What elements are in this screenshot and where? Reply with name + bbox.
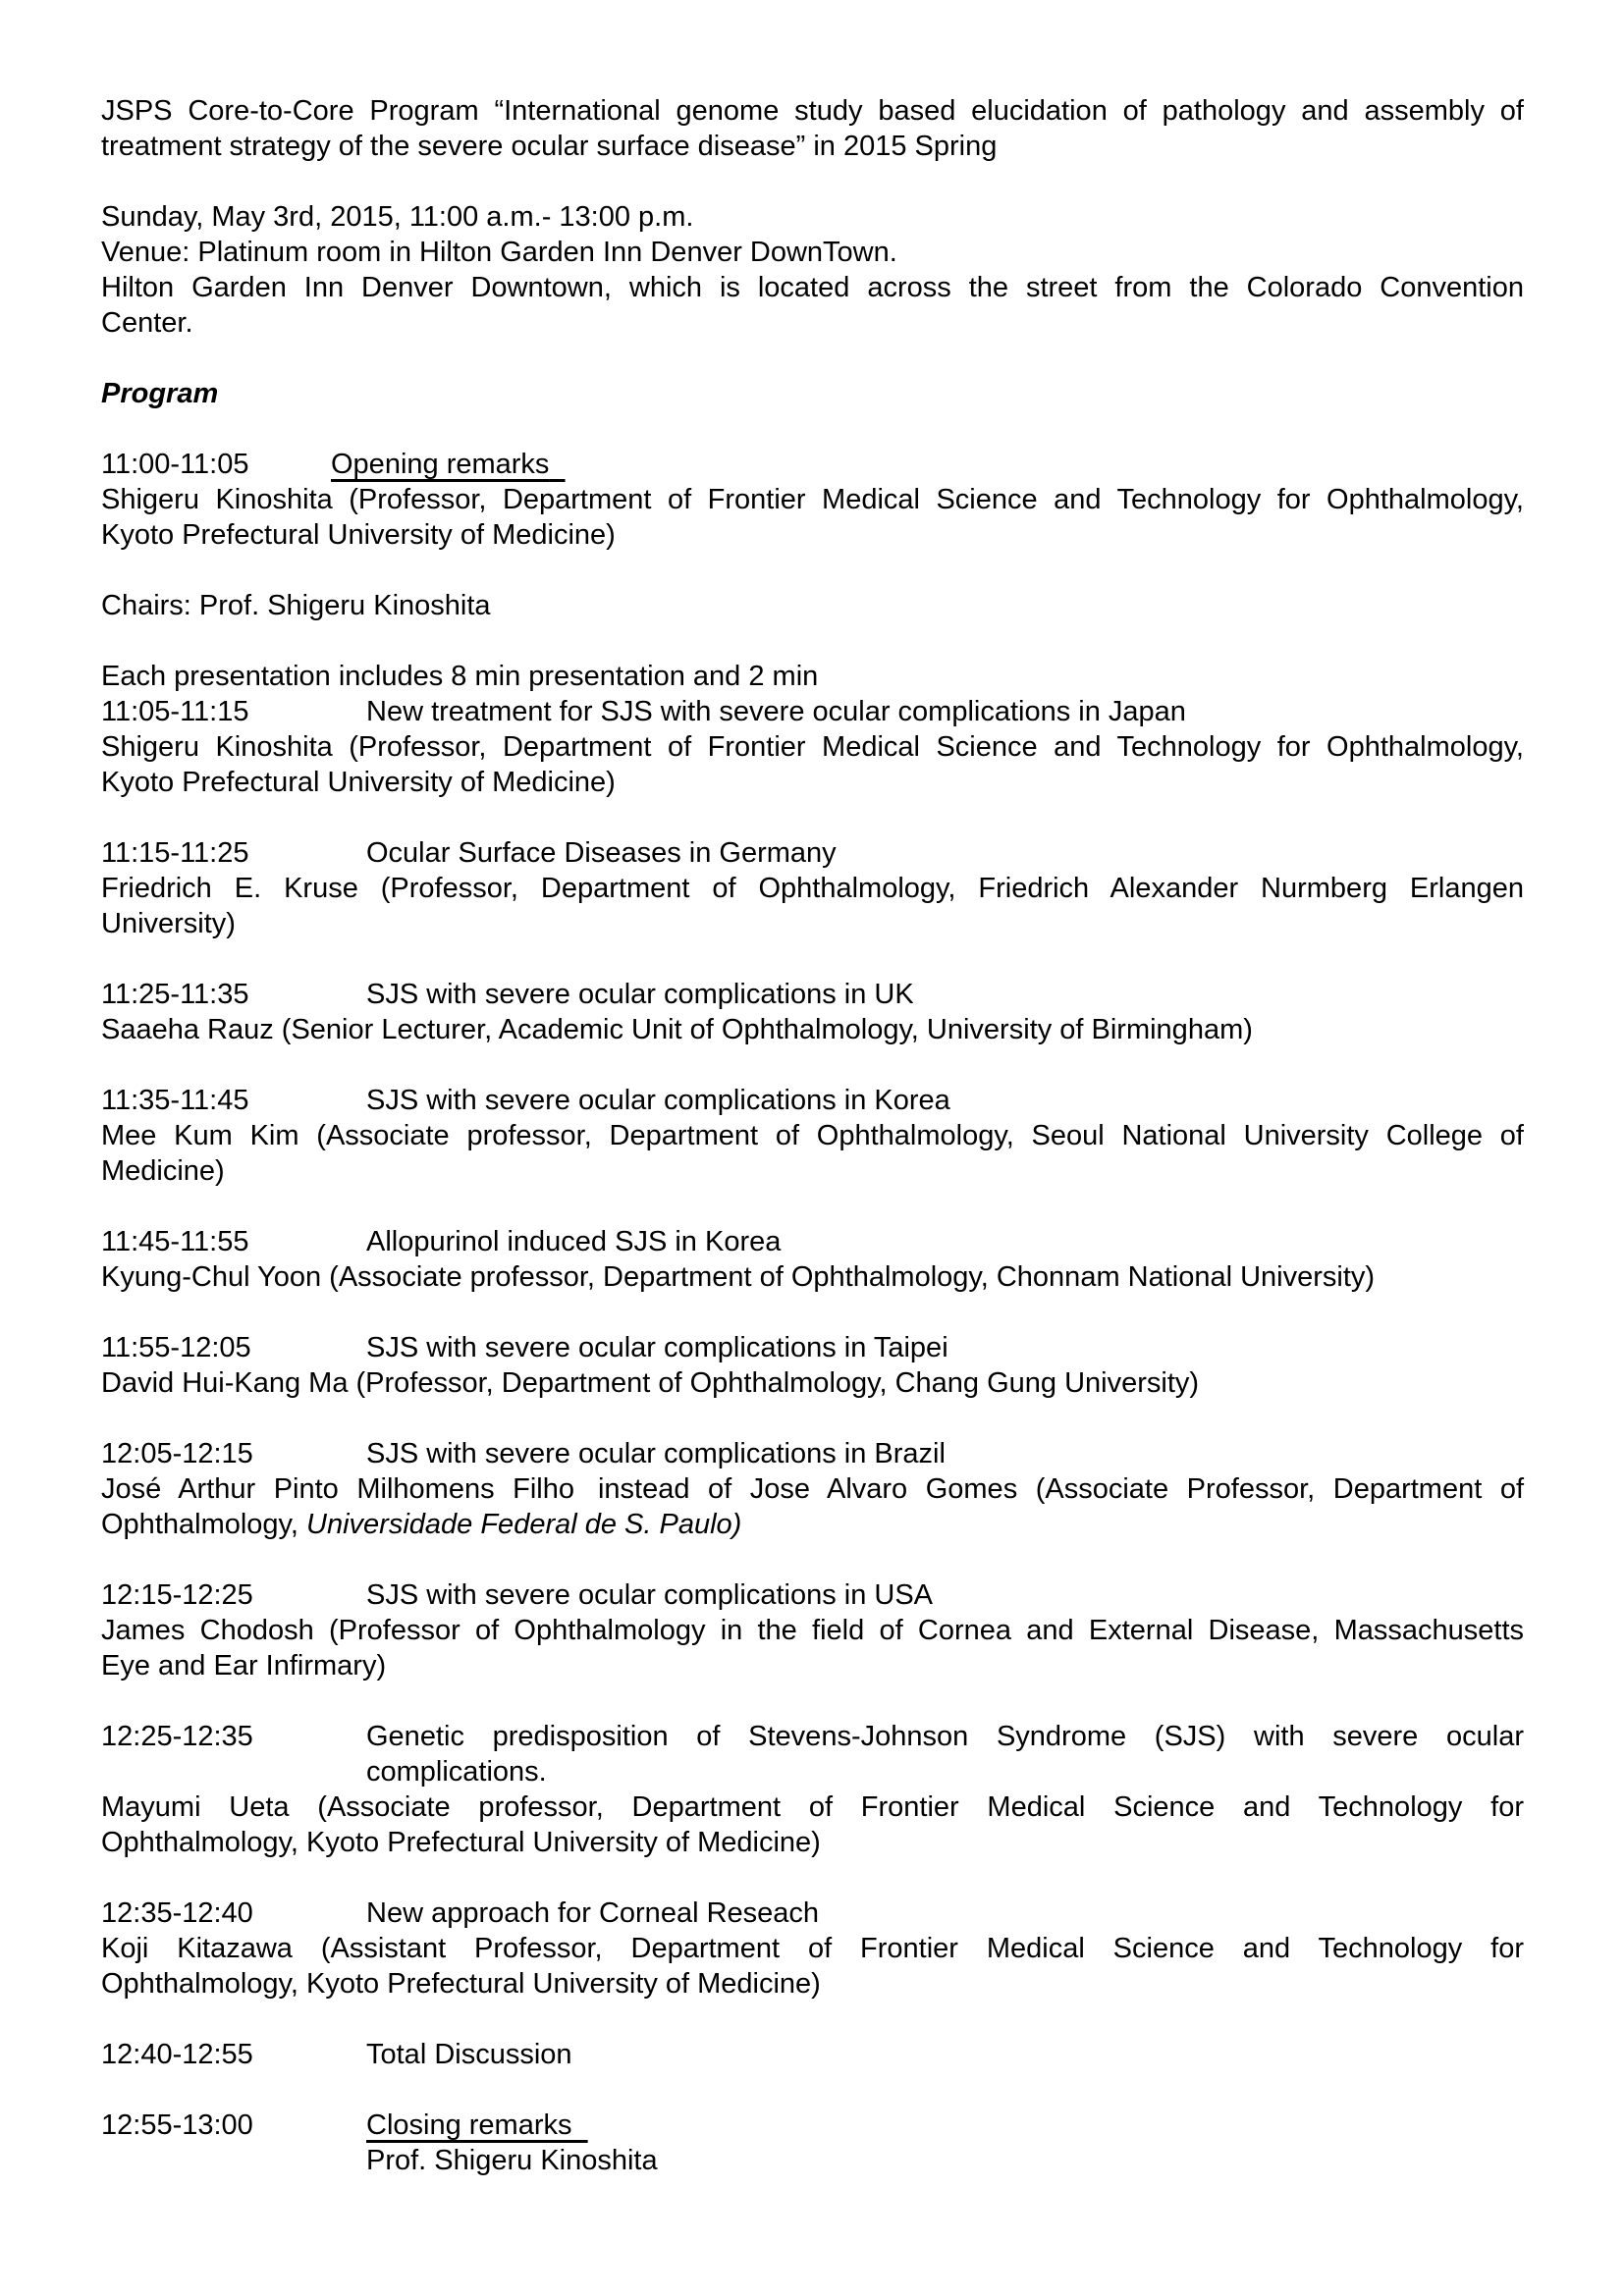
session-title: Genetic predisposition of Stevens-Johnson Syndrome (SJS) with severe ocular complications. bbox=[366, 1721, 1524, 1788]
program-heading: Program bbox=[101, 378, 219, 409]
time-label: 11:45-11:55 bbox=[101, 1226, 249, 1257]
time-label: 11:35-11:45 bbox=[101, 1085, 249, 1116]
event-datetime: Sunday, May 3rd, 2015, 11:00 a.m.- 13:00 p.m. bbox=[101, 201, 694, 233]
time-label: 12:40-12:55 bbox=[101, 2039, 253, 2070]
venue-note-line: Hilton Garden Inn Denver Downtown, which is located across the street from the Colorado Convention bbox=[101, 272, 1524, 303]
time-label: 11:25-11:35 bbox=[101, 979, 249, 1010]
speaker-line: University) bbox=[101, 908, 236, 939]
speaker-line: Kyoto Prefectural University of Medicine) bbox=[101, 519, 616, 551]
session-title: Ocular Surface Diseases in Germany bbox=[366, 837, 837, 869]
time-label: 11:15-11:25 bbox=[101, 837, 249, 869]
document-title bbox=[101, 93, 1524, 164]
time-label: 11:55-12:05 bbox=[101, 1332, 251, 1363]
schedule-row bbox=[101, 694, 1524, 729]
speaker-line: José Arthur Pinto Milhomens Filho instead of Jose Alvaro Gomes (Associate Professor, Department of bbox=[101, 1473, 1525, 1505]
speaker-line: James Chodosh (Professor of Ophthalmology in the field of Cornea and External Disease, Massachusetts bbox=[101, 1615, 1524, 1646]
session-title: SJS with severe ocular complications in USA bbox=[366, 1579, 934, 1611]
venue-line: Venue: Platinum room in Hilton Garden Inn Denver DownTown. bbox=[101, 237, 897, 268]
time-label: 11:00-11:05 bbox=[101, 449, 249, 480]
schedule-row bbox=[101, 1083, 1524, 1118]
speaker-line: Friedrich E. Kruse (Professor, Department of Ophthalmology, Friedrich Alexander Nurmberg Erlangen bbox=[101, 873, 1524, 904]
speaker-line: Eye and Ear Infirmary) bbox=[101, 1650, 387, 1682]
time-label: 12:15-12:25 bbox=[101, 1579, 253, 1611]
speaker-line: Kyung-Chul Yoon (Associate professor, Department of Ophthalmology, Chonnam National University) bbox=[101, 1261, 1376, 1293]
schedule-row bbox=[101, 977, 1524, 1012]
session-title: New approach for Corneal Reseach bbox=[366, 1897, 820, 1929]
venue-note-line: Center. bbox=[101, 307, 193, 339]
time-label: 12:05-12:15 bbox=[101, 1438, 253, 1469]
time-label: 12:25-12:35 bbox=[101, 1721, 253, 1752]
speaker-line: Mayumi Ueta (Associate professor, Department of Frontier Medical Science and Technology for bbox=[101, 1791, 1524, 1823]
document-title-line: JSPS Core-to-Core Program “International genome study based elucidation of pathology and assembly of bbox=[101, 95, 1524, 127]
time-label: 12:35-12:40 bbox=[101, 1897, 253, 1929]
speaker-line: Shigeru Kinoshita (Professor, Department of Frontier Medical Science and Technology for Ophthalmology, bbox=[101, 731, 1524, 763]
speaker-line: David Hui-Kang Ma (Professor, Department of Ophthalmology, Chang Gung University) bbox=[101, 1367, 1200, 1399]
schedule-row bbox=[101, 1577, 1524, 1613]
affiliation-italic: Universidade Federal de S. Paulo) bbox=[306, 1509, 742, 1540]
speaker-line: Ophthalmology, Kyoto Prefectural University of Medicine) bbox=[101, 1968, 821, 2000]
document-title-line: treatment strategy of the severe ocular surface disease” in 2015 Spring bbox=[101, 131, 998, 162]
event-info bbox=[101, 199, 1524, 341]
schedule-row bbox=[101, 1436, 1524, 1471]
schedule-row bbox=[101, 447, 1524, 482]
schedule-row bbox=[101, 2108, 1524, 2143]
time-label: 11:05-11:15 bbox=[101, 696, 249, 727]
session-title: SJS with severe ocular complications in Korea bbox=[366, 1085, 950, 1116]
schedule-row bbox=[101, 1896, 1524, 1931]
speaker-line: Mee Kum Kim (Associate professor, Department of Ophthalmology, Seoul National University College of bbox=[101, 1120, 1524, 1151]
schedule-row bbox=[101, 1330, 1524, 1365]
speaker-line: Kyoto Prefectural University of Medicine) bbox=[101, 767, 616, 798]
session-title: Opening remarks bbox=[331, 449, 550, 480]
speaker-line: Shigeru Kinoshita (Professor, Department of Frontier Medical Science and Technology for Ophthalmology, bbox=[101, 484, 1524, 515]
schedule-row bbox=[101, 1719, 1524, 1789]
schedule-row bbox=[101, 2037, 1524, 2072]
session-title: Closing remarks bbox=[366, 2109, 572, 2141]
presenter-line: Prof. Shigeru Kinoshita bbox=[366, 2145, 658, 2176]
session-title: SJS with severe ocular complications in Taipei bbox=[366, 1332, 948, 1363]
session-title: SJS with severe ocular complications in Brazil bbox=[366, 1438, 946, 1469]
presentation-note: Each presentation includes 8 min presentation and 2 min bbox=[101, 661, 819, 692]
session-title: Allopurinol induced SJS in Korea bbox=[366, 1226, 782, 1257]
speaker-line: Saaeha Rauz (Senior Lecturer, Academic Unit of Ophthalmology, University of Birmingham) bbox=[101, 1014, 1253, 1045]
schedule-row bbox=[101, 1224, 1524, 1259]
session-title: New treatment for SJS with severe ocular complications in Japan bbox=[366, 696, 1186, 727]
session-title: SJS with severe ocular complications in UK bbox=[366, 979, 914, 1010]
chairs-line: Chairs: Prof. Shigeru Kinoshita bbox=[101, 590, 491, 621]
speaker-line: Ophthalmology, Universidade Federal de S. Paulo) bbox=[101, 1509, 742, 1540]
speaker-line: Koji Kitazawa (Assistant Professor, Department of Frontier Medical Science and Technology for bbox=[101, 1933, 1524, 1964]
time-label: 12:55-13:00 bbox=[101, 2109, 253, 2141]
speaker-line: Medicine) bbox=[101, 1155, 225, 1187]
speaker-line: Ophthalmology, Kyoto Prefectural University of Medicine) bbox=[101, 1827, 821, 1858]
session-title: Total Discussion bbox=[366, 2039, 572, 2070]
schedule-row bbox=[101, 835, 1524, 871]
